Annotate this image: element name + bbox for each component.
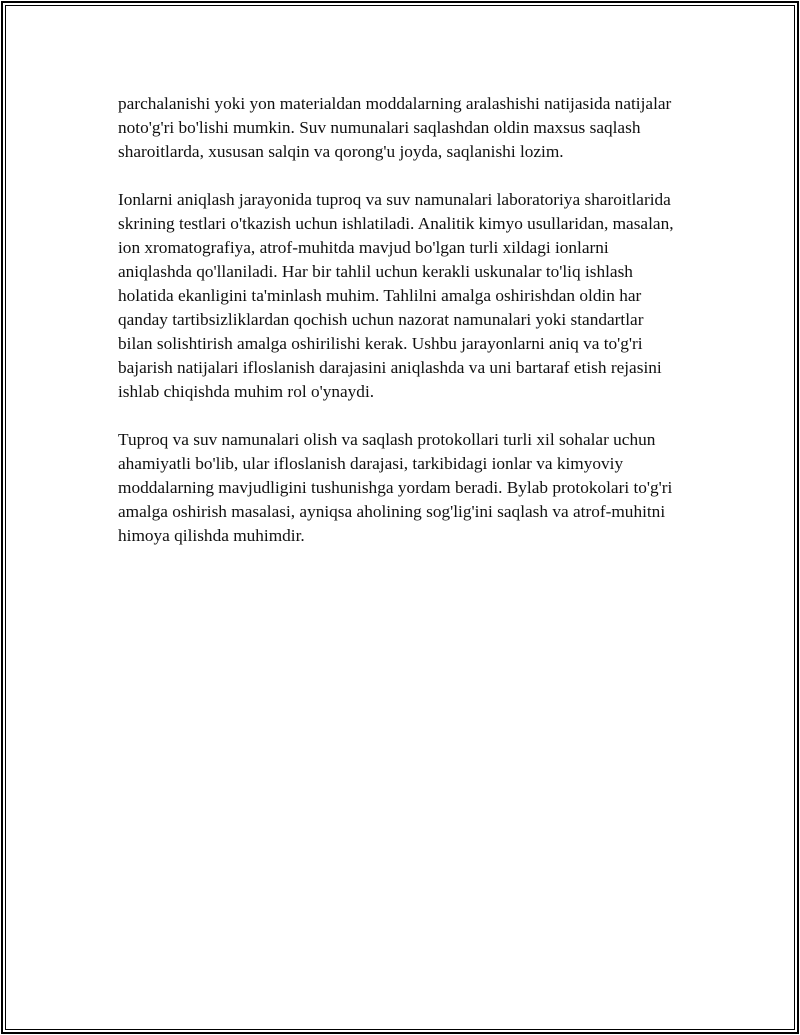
paragraph-1: parchalanishi yoki yon materialdan moddalarning aralashishi natijasida natijalar noto'g'ri bo'lishi mumkin. Suv numunalari saqlashdan oldin maxsus saqlash sharoitlarda, xususan salqin va qorong'u joyda, saqlanishi lozim. (118, 94, 672, 161)
paragraph-2: Ionlarni aniqlash jarayonida tuproq va suv namunalari laboratoriya sharoitlarida skrining testlari o'tkazish uchun ishlatiladi. Analitik kimyo usullaridan, masalan, ion xromatografiya, atrof-muhitda mavjud bo'lgan turli xildagi ionlarni aniqlashda qo'llaniladi. Har bir tahlil uchun kerakli uskunalar to'liq ishlash holatida ekanligini ta'minlash muhim. Tahlilni amalga oshirishdan oldin har qanday tartibsizliklardan qochish uchun nazorat namunalari yoki standartlar bilan solishtirish amalga oshirilishi kerak. Ushbu jarayonlarni aniq va to'g'ri bajarish natijalari ifloslanish darajasini aniqlashda va uni bartaraf etish rejasini ishlab chiqishda muhim rol o'ynaydi. (118, 190, 674, 401)
document-body (118, 92, 678, 548)
paragraph-3: Tuproq va suv namunalari olish va saqlash protokollari turli xil sohalar uchun ahamiyatli bo'lib, ular ifloslanish darajasi, tarkibidagi ionlar va kimyoviy moddalarning mavjudligini tushunishga yordam beradi. Bylab protokolari to'g'ri amalga oshirish masalasi, ayniqsa aholining sog'lig'ini saqlash va atrof-muhitni himoya qilishda muhimdir. (118, 430, 673, 545)
